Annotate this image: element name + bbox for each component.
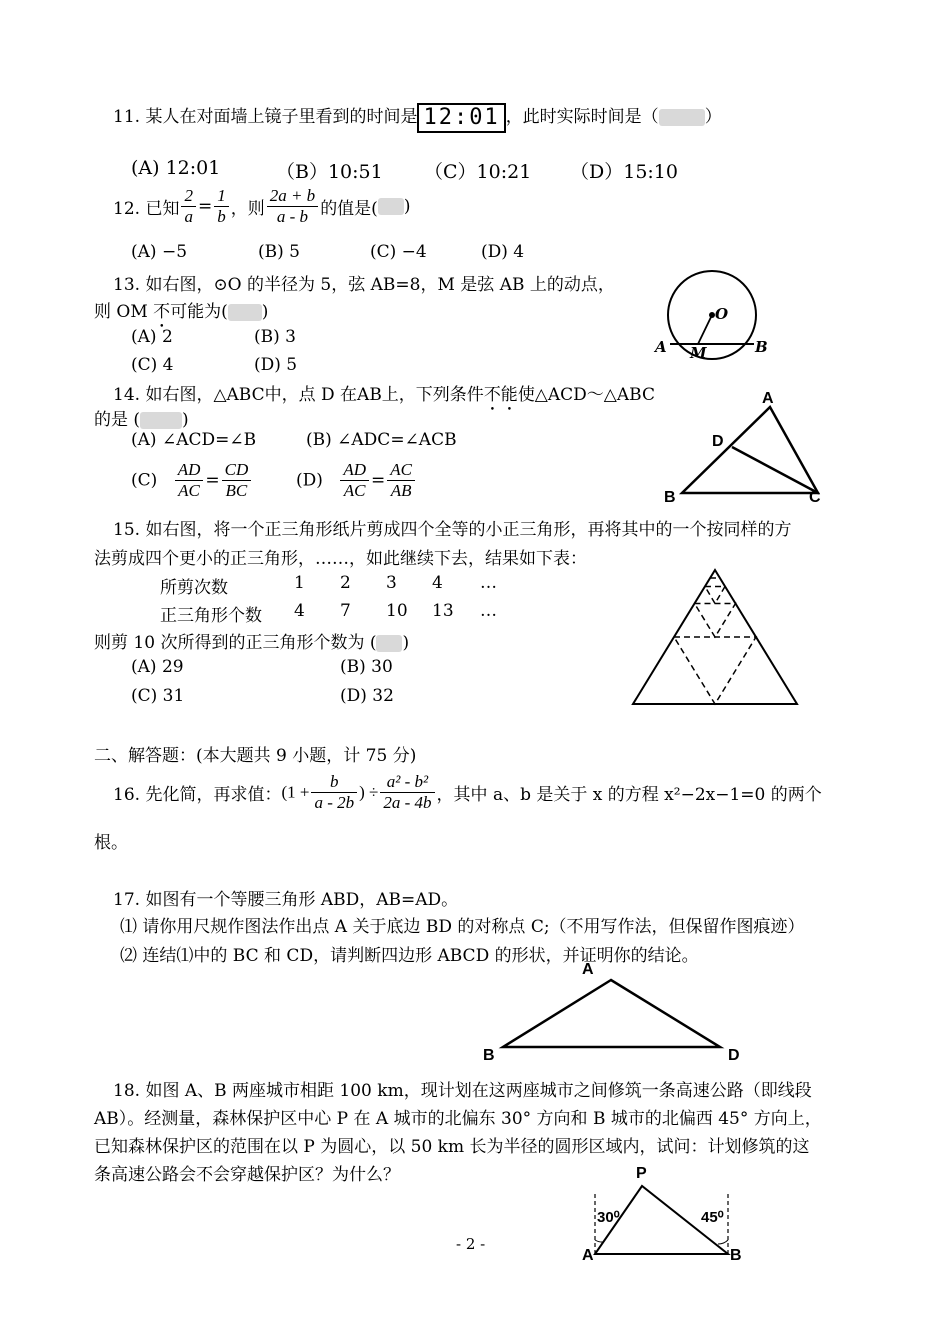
label-a: A: [582, 1247, 594, 1264]
q12-option-d: (D) 4: [481, 242, 525, 262]
q11-option-d: （D）15:10: [570, 161, 678, 183]
page-number: - 2 -: [456, 1235, 486, 1253]
triangle-abc-figure: [670, 395, 830, 505]
q14-option-c: (C) $\frac{AD}{AC}$ = $\frac{CD}{BC}$: [131, 460, 253, 501]
q15-line3: 则剪 10 次所得到的正三角形个数为 ( ): [94, 633, 410, 653]
q17-line3: ⑵ 连结⑴中的 BC 和 CD，请判断四边形 ABCD 的形状，并证明你的结论。: [120, 946, 699, 966]
q18-line4: 条高速公路会不会穿越保护区？为什么？: [94, 1165, 400, 1185]
table-cell: 13: [432, 601, 454, 621]
q16-line2: 根。: [94, 833, 128, 853]
label-b: B: [664, 489, 676, 506]
label-a: A: [762, 390, 774, 407]
section-heading: 二、解答题：(本大题共 9 小题，计 75 分): [94, 746, 417, 766]
q14-option-d: (D) $\frac{AD}{AC}$ = $\frac{AC}{AB}$: [296, 460, 417, 501]
table-row1-label: 所剪次数: [160, 578, 228, 598]
q15-option-a: (A) 29: [131, 657, 184, 677]
label-b: B: [730, 1247, 742, 1264]
q14-option-a: (A) ∠ACD=∠B: [131, 430, 257, 450]
label-b: B: [755, 338, 768, 356]
label-d: D: [728, 1047, 740, 1064]
q11-option-a: (A) 12:01: [131, 157, 221, 179]
answer-blank[interactable]: [140, 412, 182, 429]
isosceles-triangle-figure: [495, 975, 730, 1055]
q15-option-b: (B) 30: [340, 657, 393, 677]
table-cell: …: [480, 601, 497, 621]
q13-line2: 则 OM 不可能为( ): [94, 302, 269, 322]
q13-option-a: (A) 2: [131, 327, 173, 347]
q13-option-d: (D) 5: [254, 355, 298, 375]
label-b: B: [483, 1047, 495, 1064]
q11-option-c: （C）10:21: [424, 161, 532, 183]
label-c: C: [809, 489, 821, 506]
table-cell: 1: [294, 573, 305, 593]
q15-line2: 法剪成四个更小的正三角形，……，如此继续下去，结果如下表：: [94, 549, 587, 569]
q15-line1: 15. 如右图，将一个正三角形纸片剪成四个全等的小正三角形，再将其中的一个按同样的方: [113, 520, 792, 540]
label-o: O: [715, 305, 729, 323]
q18-line1: 18. 如图 A、B 两座城市相距 100 km，现计划在这两座城市之间修筑一条高速公路（即线段: [113, 1081, 812, 1101]
q13-line1: 13. 如右图，⊙O 的半径为 5，弦 AB=8，M 是弦 AB 上的动点，: [113, 275, 615, 295]
answer-blank[interactable]: [378, 198, 404, 215]
table-cell: 3: [386, 573, 397, 593]
q18-line2: AB）。经测量，森林保护区中心 P 在 A 城市的北偏东 30° 方向和 B 城市的北偏西 45° 方向上，: [94, 1109, 822, 1129]
mirror-clock: 12:01: [417, 103, 505, 133]
table-cell: …: [480, 573, 497, 593]
table-cell: 7: [340, 601, 351, 621]
answer-blank[interactable]: [659, 109, 705, 126]
table-row2-label: 正三角形个数: [160, 606, 262, 626]
table-cell: 4: [294, 601, 305, 621]
label-m: M: [690, 344, 707, 362]
table-cell: 4: [432, 573, 443, 593]
q17-line2: ⑴ 请你用尺规作图法作出点 A 关于底边 BD 的对称点 C;（不用写作法，但保留作图痕迹）: [120, 917, 805, 937]
q16-stem: 16. 先化简，再求值：(1 + $\frac{b}{a - 2b}$ ) ÷ $\frac{\text{a² - b²}}{2a - 4b}$ ，其中 a、b 是关于 x 的方程 x²−2x−1=0 的两个: [113, 772, 822, 812]
q11-stem: 11. 某人在对面墙上镜子里看到的时间是 12:01 ，此时实际时间是（ ）: [113, 102, 722, 133]
q17-line1: 17. 如图有一个等腰三角形 ABD，AB=AD。: [113, 890, 459, 910]
table-cell: 2: [340, 573, 351, 593]
q12-stem: 12. 已知 $\frac{2}{a}$ = $\frac{1}{b}$ ，则 $\frac{2a + b}{a - b}$ 的值是( ): [113, 186, 411, 226]
answer-blank[interactable]: [376, 635, 402, 652]
q13-option-c: (C) 4: [131, 355, 174, 375]
label-a: A: [582, 961, 594, 978]
label-p: P: [636, 1165, 647, 1182]
q11-option-b: （B）10:51: [276, 161, 383, 183]
q15-option-d: (D) 32: [340, 686, 394, 706]
label-a: A: [655, 338, 667, 356]
q15-option-c: (C) 31: [131, 686, 185, 706]
table-cell: 10: [386, 601, 408, 621]
q13-option-b: (B) 3: [254, 327, 296, 347]
label-d: D: [712, 433, 724, 450]
answer-blank[interactable]: [228, 304, 262, 321]
q12-option-c: (C) −4: [370, 242, 427, 262]
angle-a-label: 30⁰: [597, 1209, 620, 1226]
q14-option-b: (B) ∠ADC=∠ACB: [306, 430, 457, 450]
angle-b-label: 45⁰: [701, 1209, 724, 1226]
q14-line2: 的是 ( ): [94, 410, 189, 430]
q14-line1: 14. 如右图，△ABC中，点 D 在AB上，下列条件不能使△ACD～△ABC: [113, 385, 655, 405]
q12-option-b: (B) 5: [258, 242, 300, 262]
q12-option-a: (A) −5: [131, 242, 188, 262]
q18-line3: 已知森林保护区的范围在以 P 为圆心，以 50 km 长为半径的圆形区域内，试问：计划修筑的这: [94, 1137, 810, 1157]
triangle-subdivision-figure: [630, 565, 802, 707]
